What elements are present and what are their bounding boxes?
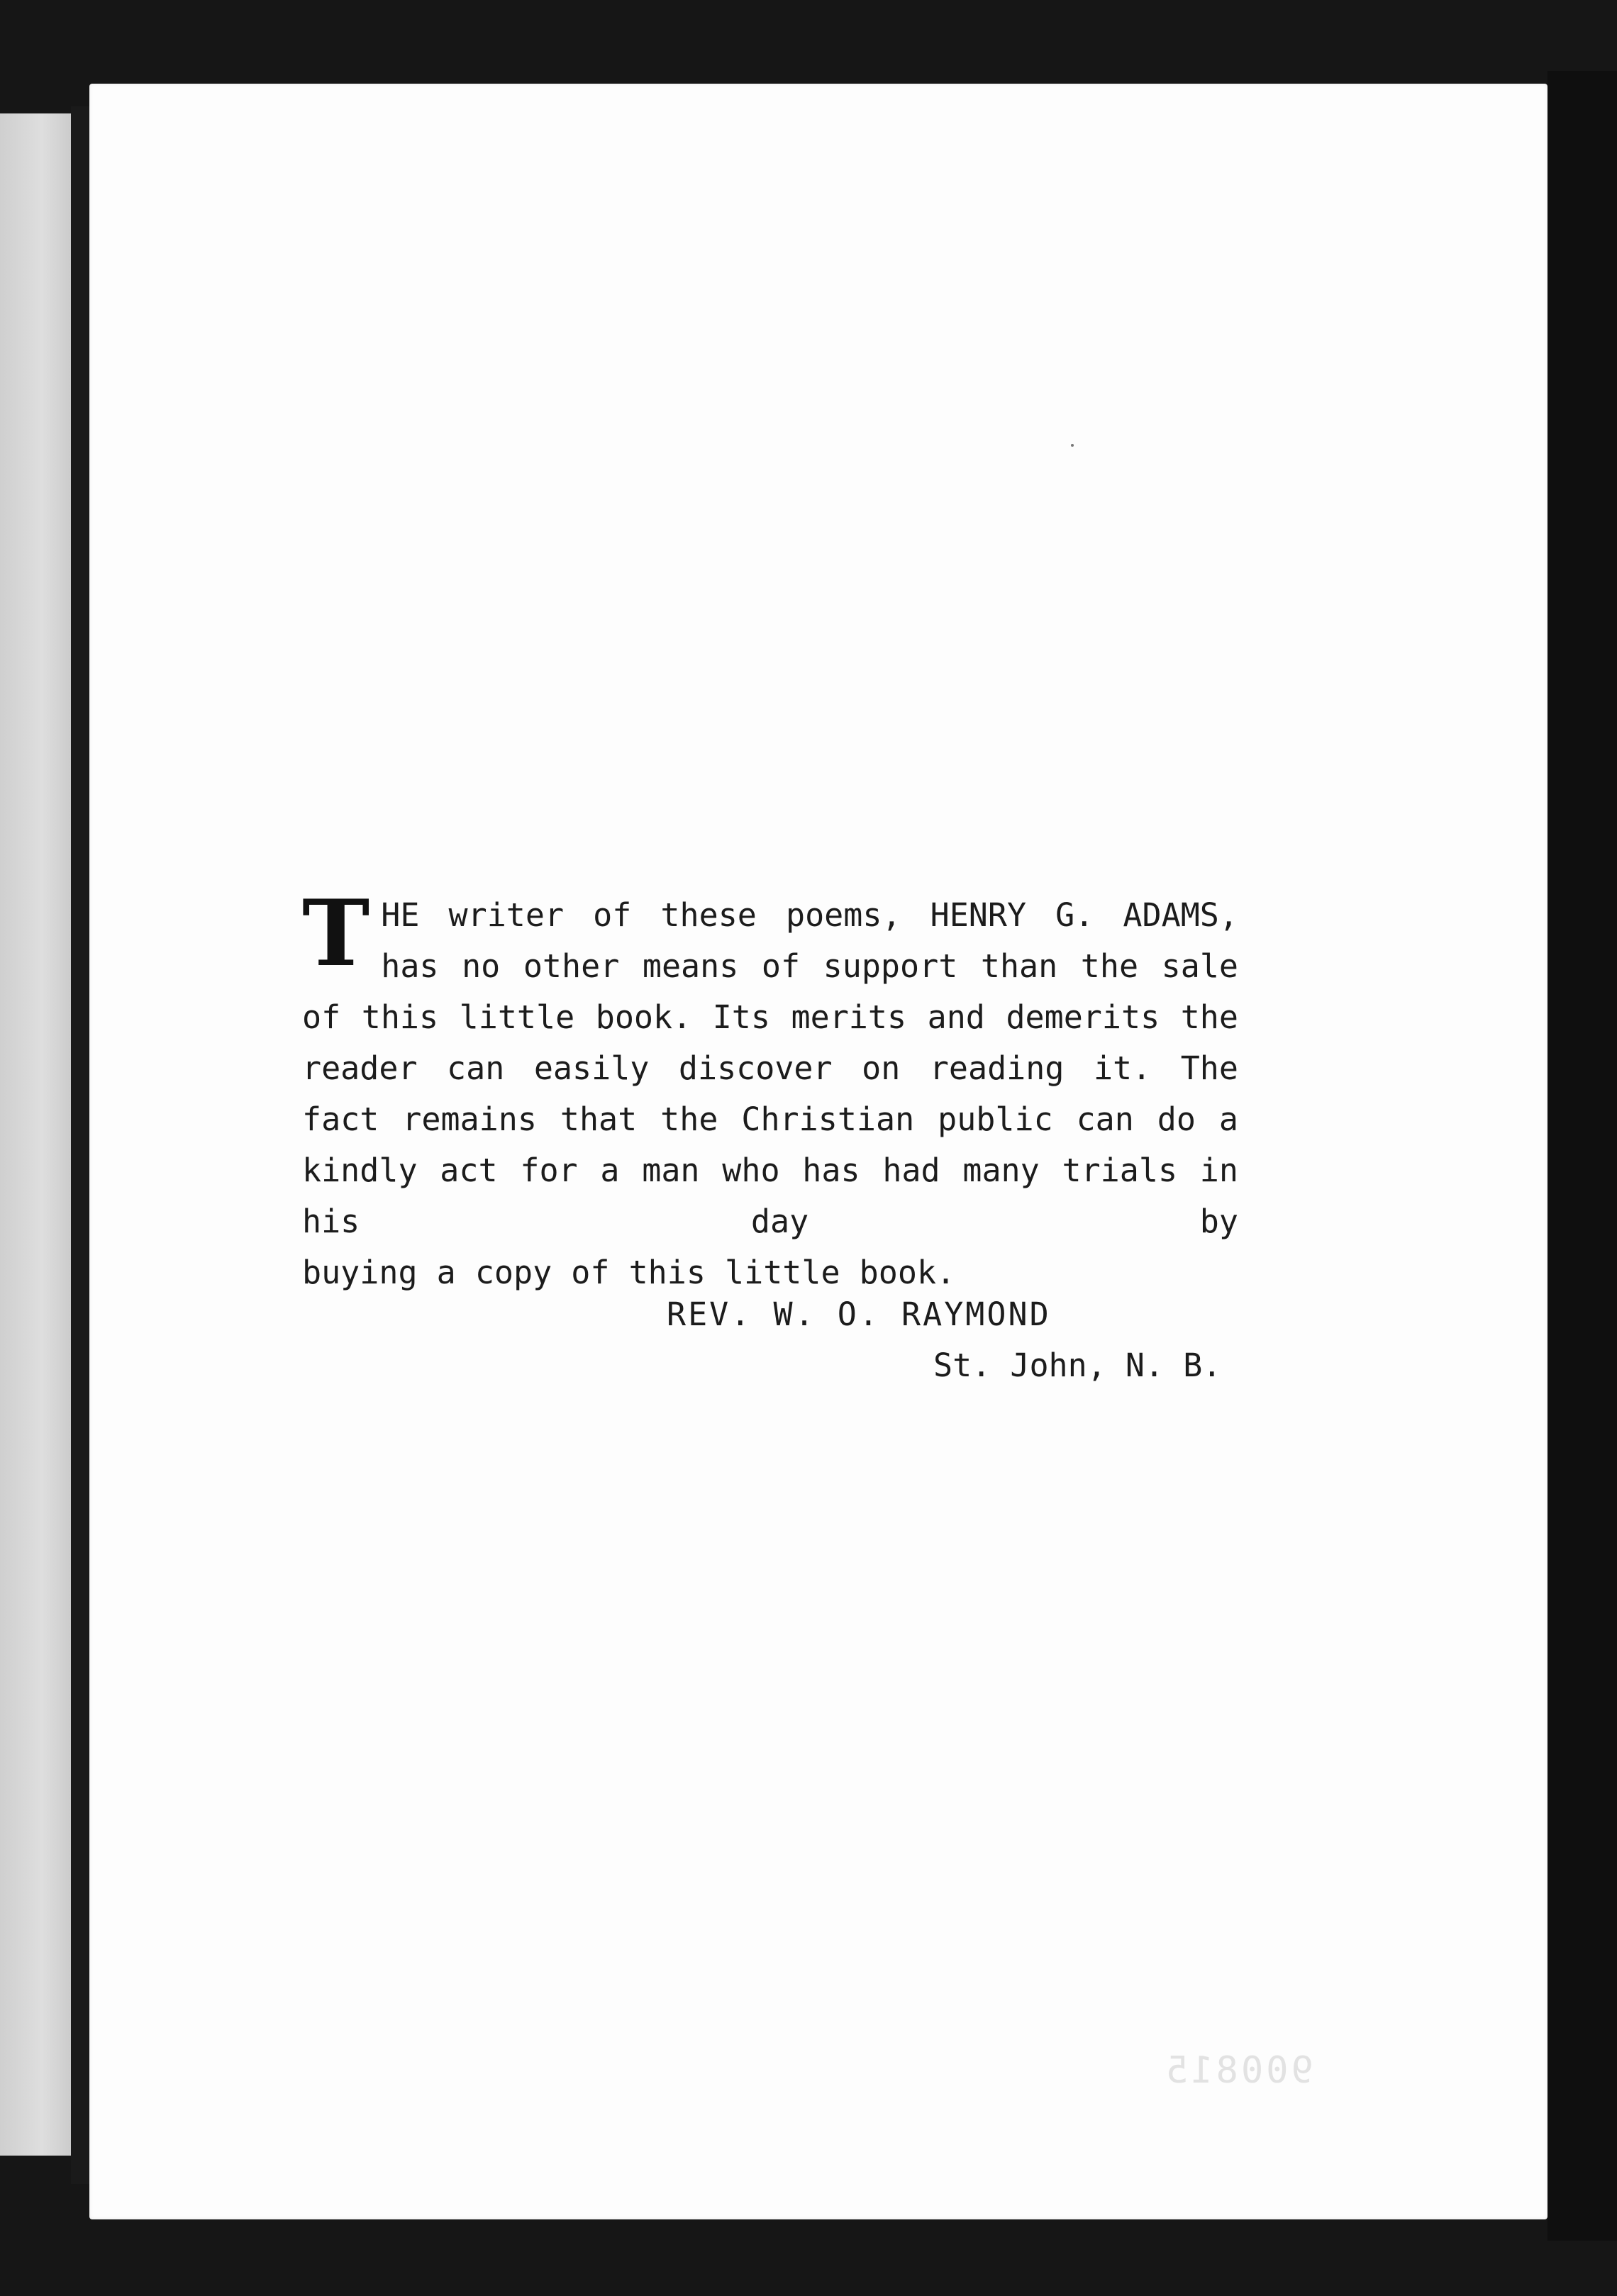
scan-background-right [1547,71,1617,2241]
note-paragraph [302,881,1238,1298]
signature-place: St. John, N. B. [933,1347,1222,1384]
paper-speck [1071,444,1074,447]
signature-name: REV. W. O. RAYMOND [667,1295,1051,1333]
adjacent-page-edge [0,113,77,2156]
note-body: HE writer of these poems, HENRY G. ADAMS, has no other means of support than the sale of this little book. Its merits and demerits the reader can easily discover on reading it. The fact remains that the Christian public can do a kindly act for a man who has had many trials in his day by [302,896,1238,1240]
show-through-number: 900815 [1163,2049,1313,2092]
drop-cap: T [302,881,370,987]
publisher-note [302,881,1238,1298]
note-last-line: buying a copy of this little book. [302,1254,956,1291]
